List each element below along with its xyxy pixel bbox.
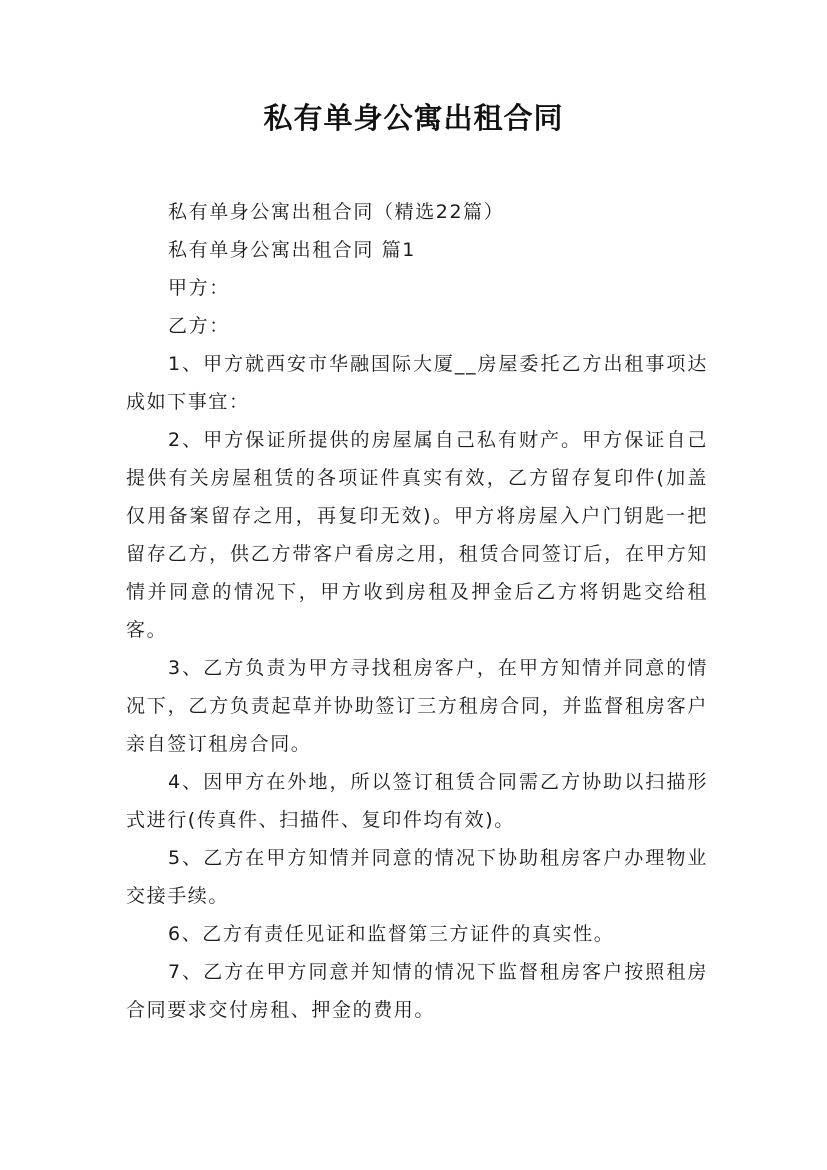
paragraph-section-heading: 私有单身公寓出租合同 篇1 [168, 239, 416, 261]
clause-6: 6、乙方有责任见证和监督第三方证件的真实性。 [168, 923, 615, 945]
clause-2: 2、甲方保证所提供的房屋属自己私有财产。甲方保证自己提供有关房屋租赁的各项证件真实有效，乙方留存复印件(加盖仅用备案留存之用，再复印无效)。甲方将房屋入户门钥匙一把留存乙方，供乙方带客户看房之用，租赁合同签订后，在甲方知情并同意的情况下，甲方收到房租及押金后乙方将钥匙交给租客。 [126, 429, 708, 641]
paragraph-party-a: 甲方： [168, 277, 230, 299]
document-body [126, 193, 708, 1029]
clause-3: 3、乙方负责为甲方寻找租房客户，在甲方知情并同意的情况下，乙方负责起草并协助签订三方租房合同，并监督租房客户亲自签订租房合同。 [126, 657, 708, 755]
paragraph-subtitle: 私有单身公寓出租合同（精选22篇） [168, 201, 505, 223]
clause-1: 1、甲方就西安市华融国际大厦__房屋委托乙方出租事项达成如下事宜： [126, 353, 708, 413]
clause-5: 5、乙方在甲方知情并同意的情况下协助租房客户办理物业交接手续。 [126, 847, 708, 907]
clause-4: 4、因甲方在外地，所以签订租赁合同需乙方协助以扫描形式进行(传真件、扫描件、复印件均有效)。 [126, 771, 708, 831]
paragraph-party-b: 乙方： [168, 315, 230, 337]
clause-7: 7、乙方在甲方同意并知情的情况下监督租房客户按照租房合同要求交付房租、押金的费用。 [126, 961, 708, 1021]
document-title: 私有单身公寓出租合同 [263, 101, 564, 135]
